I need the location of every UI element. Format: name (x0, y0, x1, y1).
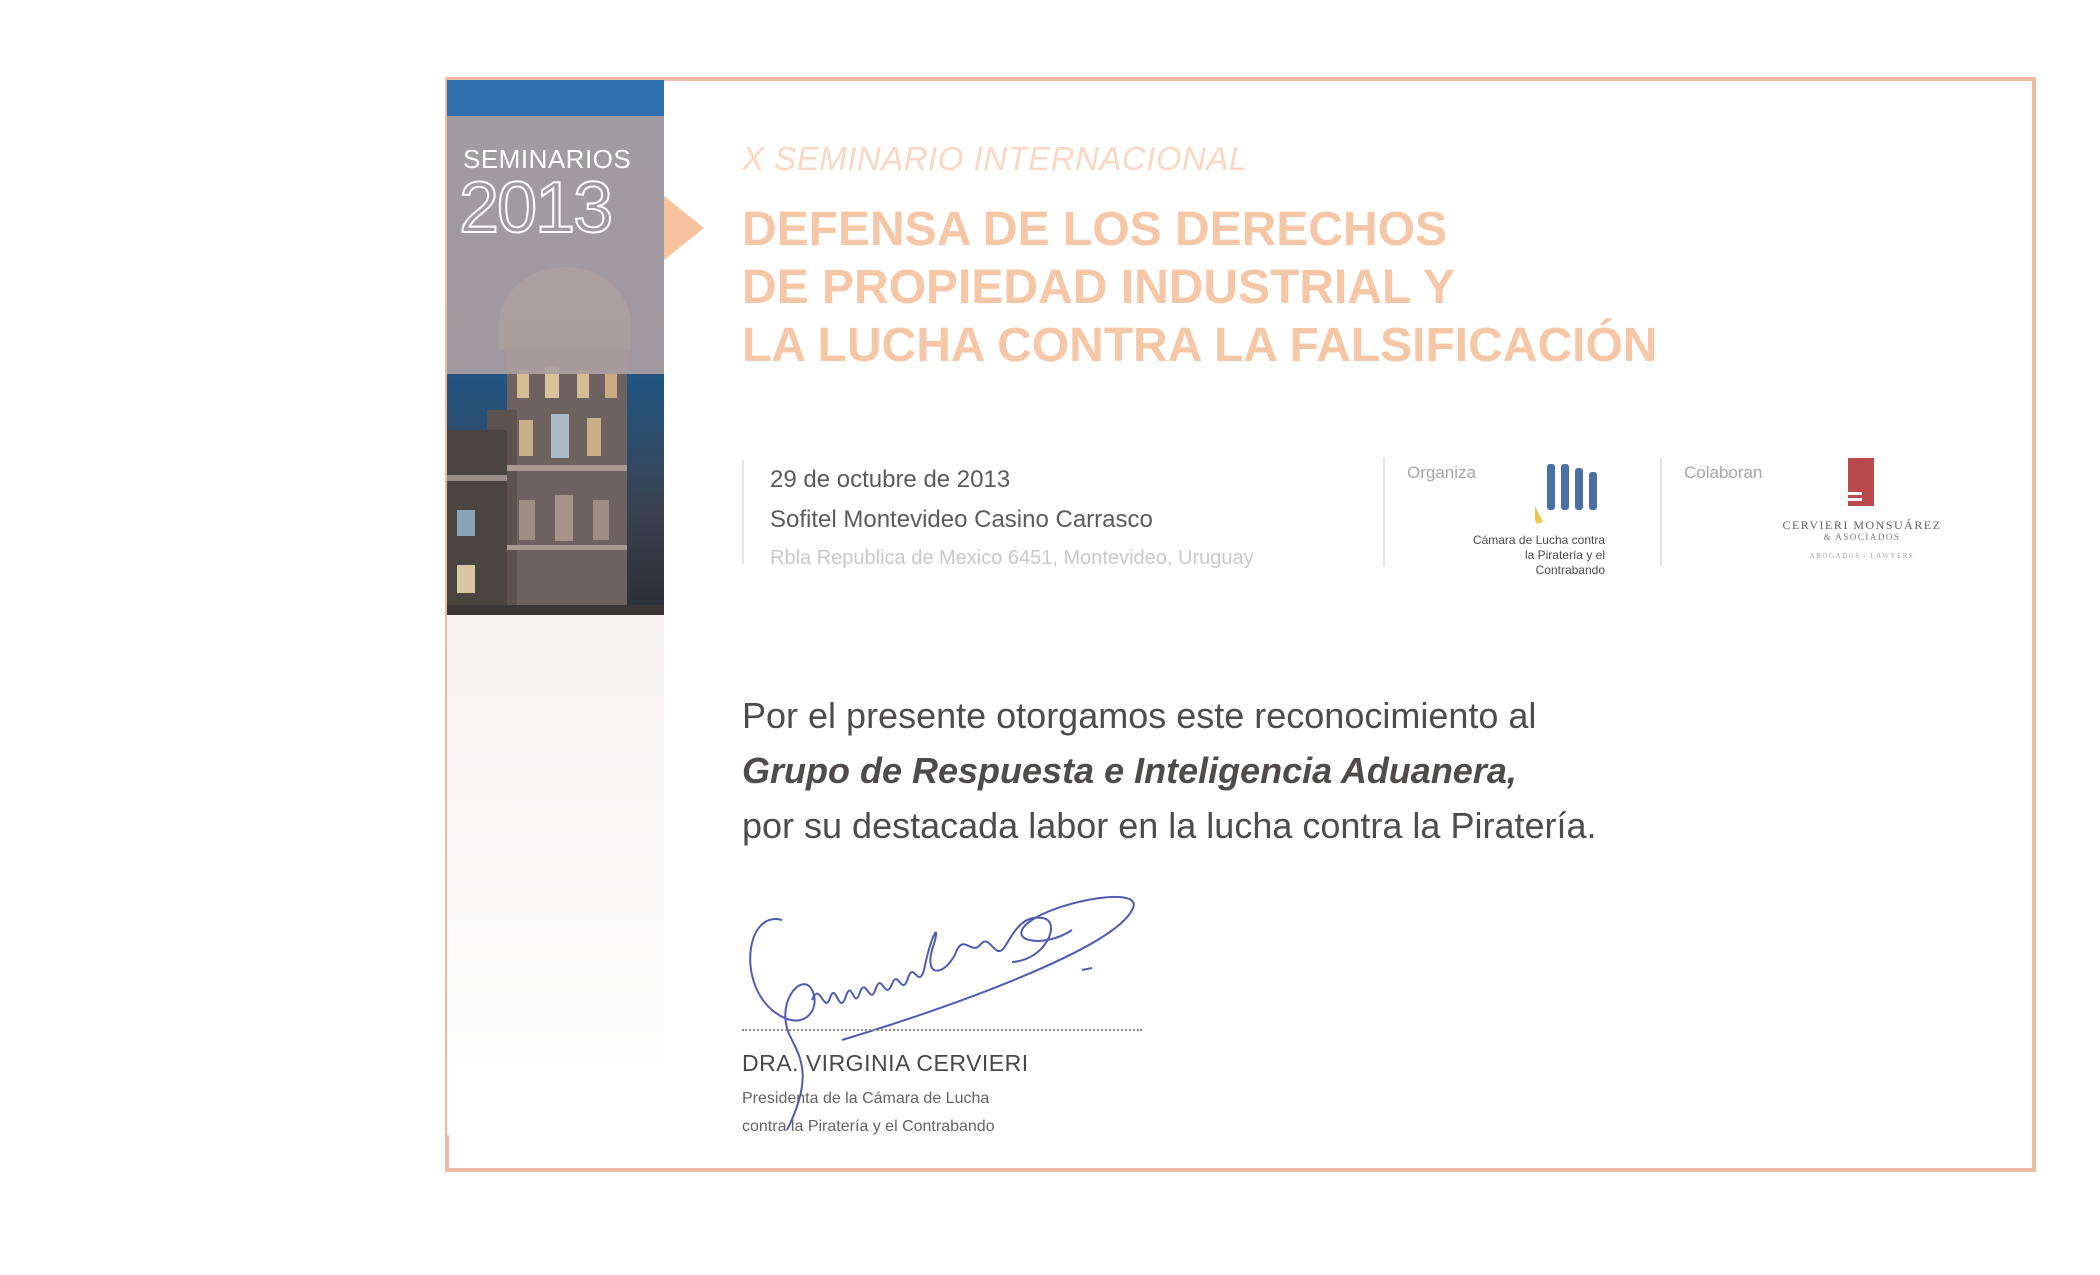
title-line: DE PROPIEDAD INDUSTRIAL Y (742, 261, 1455, 314)
recognition-line: Por el presente otorgamos este reconocimiento al (742, 695, 1537, 736)
organizer-name-line: Cámara de Lucha contra (1472, 533, 1605, 547)
certificate-title (742, 201, 1658, 375)
recognition-line: por su destacada labor en la lucha contra la Piratería. (742, 805, 1597, 846)
collaborator-label: Colaboran (1684, 463, 1763, 482)
arrow-pointer-icon (664, 196, 704, 260)
organizer-block (1383, 458, 1615, 577)
collaborator-block (1660, 458, 1952, 566)
recognition-text (742, 688, 1597, 853)
signature-line (742, 1029, 1142, 1031)
event-address: Rbla Republica de Mexico 6451, Montevideo, Uruguay (770, 547, 1254, 569)
signer-name: DRA. VIRGINIA CERVIERI (742, 1050, 1029, 1076)
organizer-label: Organiza (1407, 463, 1476, 482)
recipient-name: Grupo de Respuesta e Inteligencia Aduanera, (742, 750, 1517, 791)
signer-role (742, 1085, 995, 1141)
seminar-subtitle: X SEMINARIO INTERNACIONAL (742, 140, 1248, 177)
fade-panel (447, 615, 664, 1135)
bars-logo-icon (1535, 460, 1605, 530)
organizer-name (1455, 533, 1605, 578)
event-info (742, 460, 1254, 569)
collaborator-name: CERVIERI MONSUÁREZ (1782, 518, 1942, 532)
seminar-year: 2013 (459, 168, 612, 248)
title-line: DEFENSA DE LOS DERECHOS (742, 203, 1447, 256)
collaborator-tagline: ABOGADOS / LAWYERS (1809, 552, 1915, 560)
event-venue: Sofitel Montevideo Casino Carrasco (770, 506, 1153, 533)
signer-role-line: contra la Piratería y el Contrabando (742, 1118, 995, 1135)
seminar-photo-panel (447, 80, 664, 615)
signer-role-line: Presidenta de la Cámara de Lucha (742, 1090, 990, 1107)
red-square-logo-icon (1842, 458, 1882, 514)
seminar-label: SEMINARIOS (463, 144, 632, 174)
event-date: 29 de octubre de 2013 (770, 466, 1011, 493)
title-line: LA LUCHA CONTRA LA FALSIFICACIÓN (742, 319, 1658, 372)
organizer-name-line: la Piratería y el Contrabando (1524, 548, 1605, 577)
collaborator-subtitle: & ASOCIADOS (1823, 532, 1901, 542)
